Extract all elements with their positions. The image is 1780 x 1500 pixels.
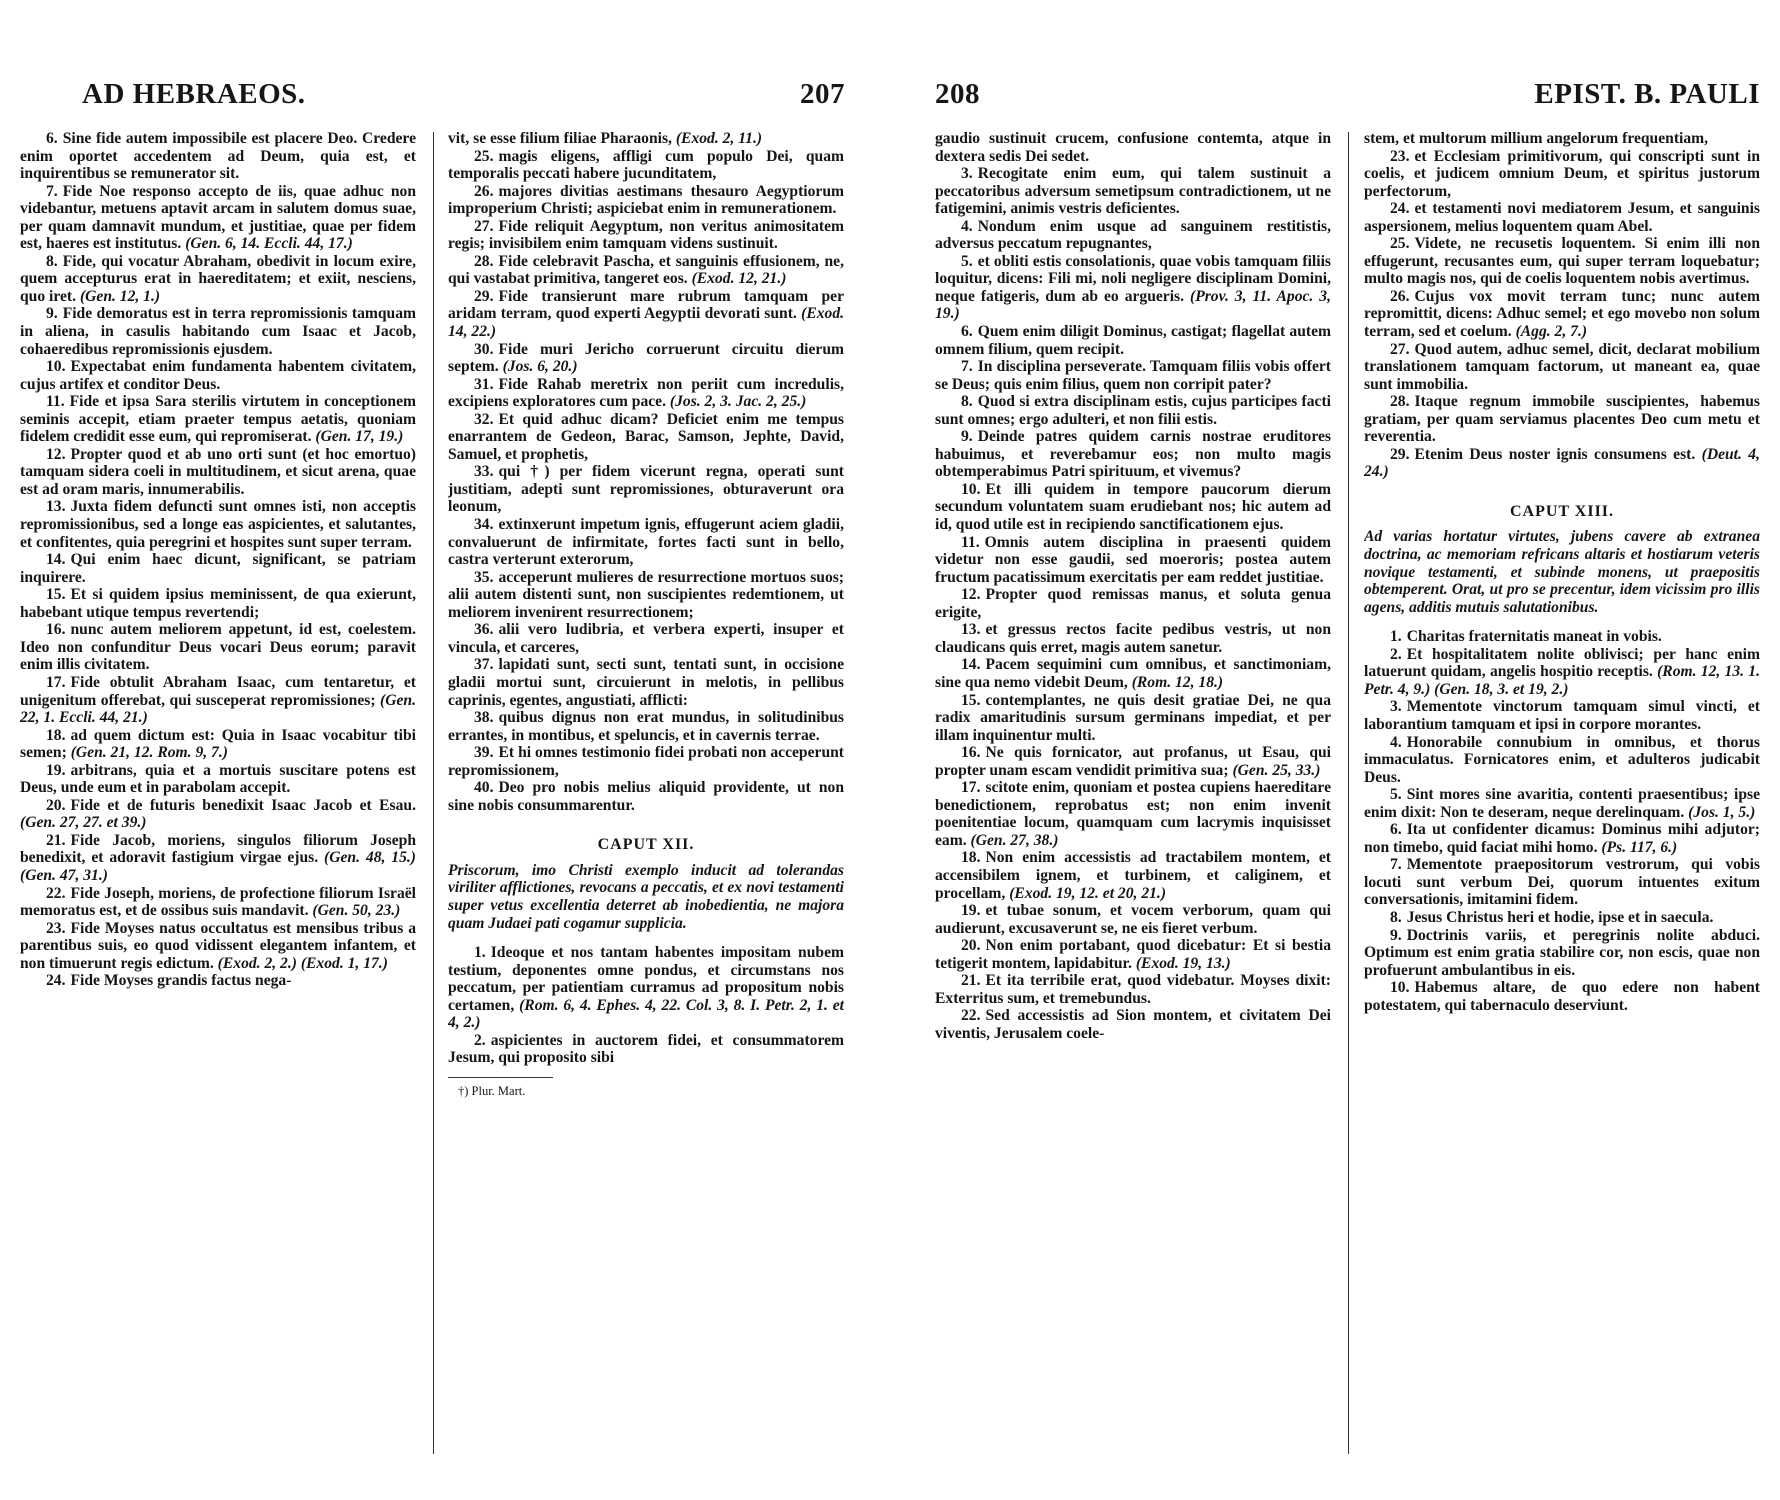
verse <box>20 393 416 446</box>
verse-text: qui †) per fidem vicerunt regna, operati sunt justitiam, adepti sunt repromissiones, obturaverunt ora leonum, <box>448 463 844 516</box>
verse-number: 23. <box>1390 147 1410 165</box>
verse-text: alii vero ludibria, et verbera experti, insuper et vincula, et carceres, <box>448 621 844 656</box>
verse-number: 4. <box>1390 733 1402 751</box>
verse <box>20 920 416 973</box>
verse-number: 3. <box>961 165 973 183</box>
verse <box>1364 393 1760 446</box>
verse-number: 9. <box>961 428 973 446</box>
right-page-header <box>935 78 1760 118</box>
verse-number: 36. <box>474 621 494 639</box>
verse-text: Ita ut confidenter dicamus: Dominus mihi adjutor; non timebo, quid faciat mihi homo. <box>1364 821 1760 856</box>
verse <box>20 305 416 358</box>
footnote: †) Plur. Mart. <box>458 1083 526 1098</box>
verse-number: 9. <box>1390 926 1402 944</box>
verse-text: Habemus altare, de quo edere non habent potestatem, qui tabernaculo deserviunt. <box>1364 979 1760 1014</box>
verse-text: Doctrinis variis, et peregrinis nolite abduci. Optimum est enim gratia stabilire cor, non escis, quae non profuerunt ambulantibus in eis. <box>1364 926 1760 979</box>
verse-text: Sint mores sine avaritia, contenti praesentibus; ipse enim dixit: Non te deseram, neque derelinquam. <box>1364 786 1760 821</box>
verse-text: Fide, qui vocatur Abraham, obedivit in locum exire, quem accepturus erat in haereditatem; et exiit, nesciens, quo iret. <box>20 252 416 305</box>
verse <box>448 376 844 411</box>
verse-number: 11. <box>961 533 980 551</box>
verse-text: Propter quod et ab uno orti sunt (et hoc emortuo) tamquam sidera coeli in multitudinem, et sicut arena, quae est ad oram maris, innumerabilis. <box>20 445 416 498</box>
verse <box>1364 200 1760 235</box>
verse-number: 35. <box>474 568 494 586</box>
verse-text: et Ecclesiam primitivorum, qui conscripti sunt in coelis, et judicem omnium Deum, et spiritus justorum perfectorum, <box>1364 147 1760 200</box>
scripture-reference: (Exod. 14, 22.) <box>448 305 844 341</box>
verse-text: Charitas fraternitatis maneat in vobis. <box>1406 628 1662 646</box>
verse-text: Omnis autem disciplina in praesenti quidem videtur non esse gaudii, sed moeroris; postea autem fructum pacatissimum exercitatis per eam reddet justitiae. <box>935 533 1331 586</box>
chapter-heading: CAPUT XII. <box>597 836 695 854</box>
verse <box>935 1007 1331 1042</box>
verse <box>935 586 1331 621</box>
verse <box>935 937 1331 972</box>
verse-number: 6. <box>1390 821 1402 839</box>
verse <box>1364 734 1760 787</box>
verse-text: magis eligens, affligi cum populo Dei, quam temporalis peccati habere jucunditatem, <box>448 147 844 183</box>
verse-number: 20. <box>46 796 66 814</box>
verse-text: Fide Joseph, moriens, de profectione filiorum Israël memoratus est, et de ossibus suis mandavit. <box>20 884 416 920</box>
verse-number: 12. <box>961 586 981 604</box>
verse <box>1364 628 1760 646</box>
verse-text: Sed accessistis ad Sion montem, et civitatem Dei viventis, Jerusalem coele- <box>935 1007 1331 1042</box>
page-number: 208 <box>935 78 980 110</box>
verse-number: 11. <box>46 393 65 411</box>
verse-text: Fide et ipsa Sara sterilis virtutem in conceptionem seminis accepit, etiam praeter tempus aetatis, quoniam fidelem credidit esse eum, qui repromiserat. <box>20 393 416 446</box>
verse-number: 26. <box>474 182 494 200</box>
verse-text: et testamenti novi mediatorem Jesum, et sanguinis aspersionem, melius loquentem quam Abel. <box>1364 200 1760 235</box>
verse-number: 16. <box>961 744 981 762</box>
verse-text: et gressus rectos facite pedibus vestris, ut non claudicans quis erret, magis autem sanetur. <box>935 621 1331 656</box>
scripture-reference: (Ps. 117, 6.) <box>1601 838 1678 856</box>
verse <box>20 832 416 885</box>
verse <box>20 762 416 797</box>
verse-text: Ideoque et nos tantam habentes impositam nubem testium, deponentes omne pondus, et circumstans nos peccatum, per patientiam curramus ad propositum nobis certamen, <box>448 944 844 1014</box>
verse-text: Quem enim diligit Dominus, castigat; flagellat autem omnem filium, quem recipit. <box>935 323 1331 358</box>
verse-text: Fide celebravit Pascha, et sanguinis effusionem, ne, qui vastabat primitiva, tangeret eos. <box>448 252 844 288</box>
verse-number: 12. <box>46 445 66 463</box>
verse-text: Juxta fidem defuncti sunt omnes isti, non acceptis repromissionibus, sed a longe eas aspicientes, et salutantes, et confitentes, quia peregrini et hospites sunt super terram. <box>20 498 416 551</box>
verse <box>448 709 844 744</box>
verse-number: 5. <box>961 252 973 270</box>
verse-number: 24. <box>46 972 66 990</box>
verse-text: Sine fide autem impossibile est placere Deo. Credere enim oportet accedentem ad Deum, quia est, et inquirentibus se remunerator sit. <box>20 130 416 183</box>
verse-text: Non enim accessistis ad tractabilem montem, et accensibilem ignem, et turbinem, et caliginem, et procellam, <box>935 849 1331 902</box>
chapter-summary: Priscorum, imo Christi exemplo inducit ad tolerandas viriliter afflictiones, revocans a peccatis, et ex novi testamenti super vetus excellentia deterret ab inobedientia, ne majora quam Judaei pati cogamur supplicia. <box>448 861 844 932</box>
verse <box>448 253 844 288</box>
scripture-reference: (Gen. 50, 23.) <box>312 902 401 920</box>
verse <box>935 972 1331 1007</box>
verse-number: 9. <box>46 305 58 323</box>
verse <box>1364 341 1760 394</box>
verse-text: Fide demoratus est in terra repromissionis tamquam in aliena, in casulis habitando cum Isaac et Jacob, cohaeredibus repromissionis ejusdem. <box>20 305 416 358</box>
verse-text: Et si quidem ipsius meminissent, de qua exierunt, habebant utique tempus revertendi; <box>20 586 416 621</box>
chapter-heading: CAPUT XIII. <box>1509 502 1615 520</box>
footnote-rule <box>448 1077 553 1078</box>
verse <box>935 253 1331 323</box>
verse-number: 1. <box>1390 628 1402 646</box>
verse <box>448 463 844 516</box>
verse-text: Fide Moyses natus occultatus est mensibus tribus a parentibus suis, eo quod vidissent elegantem infantem, et non timuerunt regis edictum. <box>20 919 416 972</box>
verse <box>20 358 416 393</box>
verse <box>935 692 1331 745</box>
verse <box>935 393 1331 428</box>
verse-number: 2. <box>1390 645 1402 663</box>
scripture-reference: (Gen. 6, 14. Eccli. 44, 17.) <box>185 235 353 253</box>
verse-number: 22. <box>46 884 66 902</box>
verse <box>20 253 416 306</box>
verse-text: aspicientes in auctorem fidei, et consummatorem Jesum, qui proposito sibi <box>448 1031 844 1067</box>
verse-number: 28. <box>1390 393 1410 411</box>
verse-number: 15. <box>961 691 981 709</box>
scripture-reference: (Prov. 3, 11. Apoc. 3, 19.) <box>935 287 1331 323</box>
scripture-reference: (Exod. 2, 2.) (Exod. 1, 17.) <box>217 954 388 972</box>
verse <box>935 165 1331 218</box>
verse-text: Deinde patres quidem carnis nostrae eruditores habuimus, et reverebamur eos; non multo magis obtemperabimus Patri spirituum, et vivemus? <box>935 428 1331 481</box>
verse-number: 20. <box>961 937 981 955</box>
verse-text: Expectabat enim fundamenta habentem civitatem, cujus artifex et conditor Deus. <box>20 358 416 393</box>
scripture-reference: (Rom. 6, 4. Ephes. 4, 22. Col. 3, 8. I. Petr. 2, 1. et 4, 2.) <box>448 996 844 1032</box>
verse-number: 3. <box>1390 698 1402 716</box>
running-title: EPIST. B. PAULI <box>1534 78 1760 110</box>
verse-number: 26. <box>1390 287 1410 305</box>
verse-text: Jesus Christus heri et hodie, ipse et in saecula. <box>1406 908 1714 926</box>
verse-text: gaudio sustinuit crucem, confusione contemta, atque in dextera sedis Dei sedet. <box>935 130 1331 165</box>
verse-text: Pacem sequimini cum omnibus, et sanctimoniam, sine qua nemo videbit Deum, <box>935 656 1331 691</box>
verse <box>20 551 416 586</box>
verse <box>935 534 1331 587</box>
verse-number: 4. <box>961 217 973 235</box>
verse-text: Non enim portabant, quod dicebatur: Et si bestia tetigerit montem, lapidabitur. <box>935 937 1331 972</box>
verse-number: 38. <box>474 709 494 727</box>
verse-text: ad quem dictum est: Quia in Isaac vocabitur tibi semen; <box>20 726 416 762</box>
verse <box>448 411 844 464</box>
verse <box>448 341 844 376</box>
verse-number: 23. <box>46 919 66 937</box>
scripture-reference: (Jos. 6, 20.) <box>502 358 578 376</box>
verse <box>935 323 1331 358</box>
verse <box>1364 821 1760 856</box>
verse-number: 24. <box>1390 200 1410 218</box>
verse-number: 19. <box>961 902 981 920</box>
verse-text: In disciplina perseverate. Tamquam filiis vobis offert se Deus; quis enim filius, quem non corripit pater? <box>935 358 1331 393</box>
verse <box>20 130 416 183</box>
verse <box>448 148 844 183</box>
verse <box>20 972 416 990</box>
running-title: AD HEBRAEOS. <box>82 78 306 110</box>
verse-text: Quod autem, adhuc semel, dicit, declarat mobilium translationem tamquam factorum, ut maneant ea, quae sunt immobilia. <box>1364 340 1760 393</box>
verse-number: 31. <box>474 375 494 393</box>
verse-text: majores divitias aestimans thesauro Aegyptiorum improperium Christi; aspiciebat enim in remunerationem. <box>448 182 844 218</box>
verse-number: 39. <box>474 744 494 762</box>
left-page <box>20 78 845 1098</box>
verse <box>935 358 1331 393</box>
verse-number: 1. <box>474 944 486 962</box>
verse <box>935 481 1331 534</box>
verse <box>20 586 416 621</box>
verse-number: 6. <box>46 130 58 147</box>
verse <box>20 621 416 674</box>
verse-number: 18. <box>961 849 981 867</box>
verse-text: extinxerunt impetum ignis, effugerunt aciem gladii, convaluerunt de infirmitate, fortes facti sunt in bello, castra verterunt exterorum, <box>448 516 844 569</box>
verse-text: et obliti estis consolationis, quae vobis tamquam filiis loquitur, dicens: Fili mi, noli negligere disciplinam Domini, neque fatigeris, dum ab eo argueris. <box>935 252 1331 305</box>
verse <box>935 849 1331 902</box>
verse-text: quibus dignus non erat mundus, in solitudinibus errantes, in montibus, et speluncis, et in cavernis terrae. <box>448 709 844 744</box>
verse-number: 14. <box>961 656 981 674</box>
chapter-summary: Ad varias hortatur virtutes, jubens cavere ab extranea doctrina, ac memoriam refricans altaris et hostiarum veteris novique testamenti, et subinde monens, ut praepositis obtemperent. Orat, ut pro se precentur, idem vicissim pro illis agens, additis mutuis salutationibus. <box>1364 528 1760 616</box>
verse <box>448 621 844 656</box>
verse <box>20 674 416 727</box>
scripture-reference: (Exod. 19, 13.) <box>1135 954 1231 972</box>
verse <box>20 797 416 832</box>
verse-number: 33. <box>474 463 494 481</box>
verse <box>1364 235 1760 288</box>
verse-number: 15. <box>46 586 66 604</box>
right-page <box>935 78 1760 1042</box>
scripture-reference: (Exod. 2, 11.) <box>675 130 763 147</box>
scripture-reference: (Gen. 27, 38.) <box>970 831 1059 849</box>
verse <box>935 130 1331 165</box>
verse <box>1364 288 1760 341</box>
verse-number: 21. <box>961 972 981 990</box>
verse-text: contemplantes, ne quis desit gratiae Dei, ne qua radix amaritudinis sursum germinans impediat, et per illam inquinentur multi. <box>935 691 1331 744</box>
verse-number: 14. <box>46 551 66 569</box>
verse <box>448 656 844 709</box>
verse-text: Quod si extra disciplinam estis, cujus participes facti sunt omnes; ergo adulteri, et non filii estis. <box>935 393 1331 428</box>
verse-number: 10. <box>46 358 66 376</box>
verse-number: 21. <box>46 831 66 849</box>
verse <box>20 727 416 762</box>
verse-text: Ne quis fornicator, aut profanus, ut Esau, qui propter unam escam vendidit primitiva sua; <box>935 744 1331 779</box>
verse-number: 5. <box>1390 786 1402 804</box>
verse-number: 28. <box>474 252 494 270</box>
scripture-reference: (Gen. 12, 1.) <box>79 287 161 305</box>
verse-text: acceperunt mulieres de resurrectione mortuos suos; alii autem distenti sunt, non suscipientes redemtionem, ut meliorem invenirent resurrectionem; <box>448 568 844 621</box>
verse <box>935 621 1331 656</box>
verse <box>448 569 844 622</box>
right-column-2 <box>1364 130 1760 1490</box>
verse <box>20 183 416 253</box>
verse-number: 27. <box>1390 340 1410 358</box>
verse-number: 27. <box>474 217 494 235</box>
verse <box>448 130 844 148</box>
verse-text: Propter quod remissas manus, et soluta genua erigite, <box>935 586 1331 621</box>
scripture-reference: (Rom. 12, 18.) <box>1131 673 1224 691</box>
verse <box>448 944 844 1032</box>
scripture-reference: (Gen. 25, 33.) <box>1232 761 1321 779</box>
verse-number: 17. <box>46 673 66 691</box>
verse <box>1364 979 1760 1014</box>
verse <box>935 218 1331 253</box>
verse-text: Deo pro nobis melius aliquid providente, ut non sine nobis consummarentur. <box>448 779 844 814</box>
verse-number: 18. <box>46 726 66 744</box>
verse-number: 10. <box>961 480 981 498</box>
verse <box>1364 786 1760 821</box>
verse <box>20 498 416 551</box>
verse <box>935 656 1331 691</box>
verse-number: 29. <box>1390 445 1410 463</box>
verse <box>1364 148 1760 201</box>
verse <box>1364 130 1760 148</box>
verse <box>935 779 1331 849</box>
verse <box>448 183 844 218</box>
verse-text: Mementote vinctorum tamquam simul vincti, et laborantium tamquam et ipsi in corpore morantes. <box>1364 698 1760 733</box>
verse <box>448 1032 844 1067</box>
verse-number: 30. <box>474 340 494 358</box>
verse-text: Fide obtulit Abraham Isaac, cum tentaretur, et unigenitum offerebat, qui susceperat repromissiones; <box>20 673 416 709</box>
verse-text: Et illi quidem in tempore paucorum dierum secundum voluntatem suam erudiebant nos; hic autem ad id, quod utile est in recipiendo sanctificationem ejus. <box>935 480 1331 534</box>
verse-text: Fide Noe responso accepto de iis, quae adhuc non videbantur, metuens aptavit arcam in salutem domus suae, per quam damnavit mundum, et justitiae, quae per fidem est, haeres est institutus. <box>20 182 416 253</box>
verse-text: Itaque regnum immobile suscipientes, habemus gratiam, per quam serviamus placentes Deo cum metu et reverentia. <box>1364 393 1760 446</box>
verse-number: 16. <box>46 621 66 639</box>
verse <box>1364 698 1760 733</box>
scripture-reference: (Gen. 17, 19.) <box>315 428 404 446</box>
verse-text: Fide transierunt mare rubrum tamquam per aridam terram, quod experti Aegyptii devorati sunt. <box>448 287 844 323</box>
verse-number: 13. <box>46 498 66 516</box>
verse-text: nunc autem meliorem appetunt, id est, coelestem. Ideo non confunditur Deus vocari Deus eorum; paravit enim illis civitatem. <box>20 621 416 674</box>
scripture-reference: (Gen. 21, 12. Rom. 9, 7.) <box>70 744 228 762</box>
verse-number: 17. <box>961 779 981 797</box>
left-page-columns <box>20 130 845 1490</box>
verse-text: Fide Jacob, moriens, singulos filiorum Joseph benedixit, et adoravit fastigium virgae ejus. <box>20 831 416 867</box>
verse-number: 34. <box>474 516 494 534</box>
verse-number: 32. <box>474 410 494 428</box>
scripture-reference: (Jos. 2, 3. Jac. 2, 25.) <box>669 393 807 411</box>
verse <box>935 428 1331 481</box>
verse <box>20 885 416 920</box>
verse-text: Fide Rahab meretrix non periit cum incredulis, excipiens exploratores cum pace. <box>448 375 844 411</box>
verse-text: Cujus vox movit terram tunc; nunc autem repromittit, dicens: Adhuc semel; et ego movebo non solum terram, sed et coelum. <box>1364 287 1760 341</box>
left-column-2 <box>448 130 844 1490</box>
verse-number: 2. <box>474 1031 486 1049</box>
verse <box>1364 446 1760 481</box>
verse-number: 25. <box>474 147 494 165</box>
verse-number: 7. <box>961 358 973 376</box>
verse-list <box>1364 130 1760 481</box>
verse <box>1364 646 1760 699</box>
verse-text: Videte, ne recusetis loquentem. Si enim illi non effugerunt, recusantes eum, qui super terram loquebatur; multo magis nos, qui de coelis loquentem nobis avertimus. <box>1364 235 1760 288</box>
verse-text: Etenim Deus noster ignis consumens est. <box>1414 445 1696 463</box>
verse-number: 25. <box>1390 235 1410 253</box>
verse-text: Honorabile connubium in omnibus, et thorus immaculatus. Fornicatores enim, et adulteros judicabit Deus. <box>1364 733 1760 786</box>
verse-text: Et ita terribile erat, quod videbatur. Moyses dixit: Exterritus sum, et tremebundus. <box>935 972 1331 1007</box>
left-column-1 <box>20 130 416 1490</box>
verse <box>1364 856 1760 909</box>
verse-text: arbitrans, quia et a mortuis suscitare potens est Deus, unde eum et in parabolam accepit. <box>20 761 416 797</box>
verse-text: Fide reliquit Aegyptum, non veritus animositatem regis; invisibilem enim tamquam videns sustinuit. <box>448 217 844 253</box>
right-column-1 <box>935 130 1331 1490</box>
verse-number: 37. <box>474 656 494 674</box>
verse <box>1364 927 1760 980</box>
scripture-reference: (Gen. 27, 27. et 39.) <box>20 814 147 832</box>
scripture-reference: (Exod. 19, 12. et 20, 21.) <box>1009 884 1167 902</box>
column-divider <box>433 132 434 1454</box>
scripture-reference: (Deut. 4, 24.) <box>1364 445 1760 481</box>
scripture-reference: (Gen. 48, 15.) (Gen. 47, 31.) <box>20 849 416 884</box>
verse-number: 7. <box>46 182 58 200</box>
verse-number: 22. <box>961 1007 981 1025</box>
verse-number: 6. <box>961 323 973 341</box>
scripture-reference: (Exod. 12, 21.) <box>691 270 787 288</box>
verse <box>20 446 416 499</box>
verse-text: et tubae sonum, et vocem verborum, quam qui audierunt, excusaverunt se, ne eis fieret verbum. <box>935 902 1331 937</box>
verse-number: 29. <box>474 287 494 305</box>
scripture-reference: (Gen. 22, 1. Eccli. 44, 21.) <box>20 691 416 727</box>
verse-number: 8. <box>961 393 973 411</box>
verse-number: 40. <box>474 779 494 797</box>
verse <box>448 288 844 341</box>
verse-number: 13. <box>961 621 981 639</box>
verse <box>1364 909 1760 927</box>
verse <box>935 744 1331 779</box>
verse-list <box>1364 628 1760 1014</box>
verse-number: 10. <box>1390 979 1410 997</box>
verse-text: Nondum enim usque ad sanguinem restitistis, adversus peccatum repugnantes, <box>935 217 1331 253</box>
verse-text: Et hospitalitatem nolite oblivisci; per hanc enim latuerunt quidam, angelis hospitio receptis. <box>1364 645 1760 681</box>
left-page-header <box>20 78 845 118</box>
verse-number: 19. <box>46 761 66 779</box>
verse-number: 8. <box>1390 908 1402 926</box>
verse-text: Et quid adhuc dicam? Deficiet enim me tempus enarrantem de Gedeon, Barac, Samson, Jephte, David, Samuel, et prophetis, <box>448 410 844 463</box>
verse-number: 8. <box>46 252 58 270</box>
verse-text: Qui enim haec dicunt, significant, se patriam inquirere. <box>20 551 416 586</box>
verse-text: lapidati sunt, secti sunt, tentati sunt, in occisione gladii mortui sunt, circuierunt in melotis, in pellibus caprinis, egentes, angustiati, afflicti: <box>448 656 844 709</box>
verse-text: Recogitate enim eum, qui talem sustinuit a peccatoribus adversum semetipsum contradictionem, ut ne fatigemini, animis vestris deficientes. <box>935 165 1331 218</box>
verse <box>448 516 844 569</box>
verse-text: Fide muri Jericho corruerunt circuitu dierum septem. <box>448 340 844 376</box>
verse-number: 7. <box>1390 856 1402 874</box>
verse <box>448 744 844 779</box>
verse-text: stem, et multorum millium angelorum frequentiam, <box>1364 130 1709 147</box>
scripture-reference: (Agg. 2, 7.) <box>1515 323 1588 341</box>
verse <box>448 779 844 814</box>
verse-text: Et hi omnes testimonio fidei probati non acceperunt repromissionem, <box>448 744 844 779</box>
scripture-reference: (Rom. 12, 13. 1. Petr. 4, 9.) (Gen. 18, 3. et 19, 2.) <box>1364 663 1760 698</box>
verse-list <box>448 130 844 814</box>
scripture-reference: (Jos. 1, 5.) <box>1688 803 1756 821</box>
right-page-columns <box>935 130 1760 1490</box>
column-divider <box>1348 132 1349 1454</box>
verse-text: vit, se esse filium filiae Pharaonis, <box>448 130 672 147</box>
page-number: 207 <box>800 78 845 110</box>
verse <box>935 902 1331 937</box>
verse-text: Fide et de futuris benedixit Isaac Jacob et Esau. <box>70 796 416 814</box>
verse-text: scitote enim, quoniam et postea cupiens haereditare benedictionem, reprobatus est; non enim invenit poenitentiae locum, quamquam cum lacrymis inquisisset eam. <box>935 779 1331 849</box>
verse-text: Mementote praepositorum vestrorum, qui vobis locuti sunt verbum Dei, quorum intuentes exitum conversationis, imitamini fidem. <box>1364 856 1760 909</box>
verse-list <box>448 944 844 1067</box>
verse-text: Fide Moyses grandis factus nega- <box>70 972 292 990</box>
verse <box>448 218 844 253</box>
